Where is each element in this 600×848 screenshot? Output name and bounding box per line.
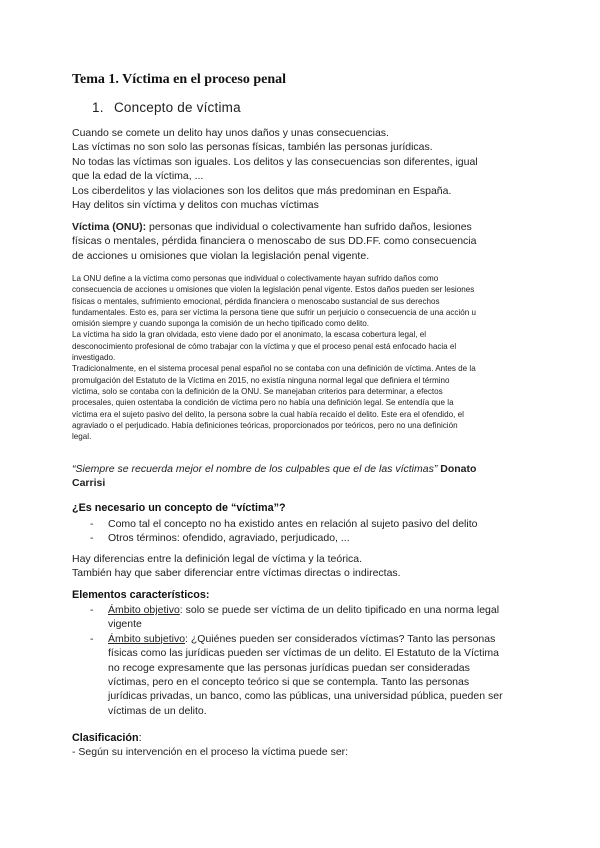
intro-line: Las víctimas no son solo las personas físicas, también las personas jurídicas.: [72, 141, 433, 154]
onu-definition: [72, 220, 532, 263]
small-line: investigado.: [72, 353, 116, 363]
diff-line: También hay que saber diferenciar entre víctimas directas o indirectas.: [72, 567, 401, 580]
intro-line: Hay delitos sin víctima y delitos con muchas víctimas: [72, 199, 319, 212]
small-line: consecuencia de acciones u omisiones que violen la legislación penal vigente. Estos daños pueden ser lesiones: [72, 285, 475, 295]
elementos-list: [72, 603, 532, 718]
onu-line: de acciones u omisiones que violan la legislación penal vigente.: [72, 249, 370, 262]
list-item: - Como tal el concepto no ha existido antes en relación al sujeto pasivo del delito: [90, 518, 478, 530]
intro-paragraph: [72, 126, 532, 212]
onu-line: físicas o mentales, pérdida financiera o menoscabo de sus DD.FF. como consecuencia: [72, 235, 477, 248]
question-list: [72, 517, 532, 546]
clasificacion-section: Clasificación: - Según su intervención en el proceso la víctima puede ser:: [72, 732, 532, 759]
small-line: víctima era el sujeto pasivo del delito, la persona sobre la cual había recaído el delito. Este era el ofendido, el: [72, 409, 464, 419]
small-line: Tradicionalmente, en el sistema procesal penal español no se contaba con una definición de víctima. Antes de la: [72, 364, 476, 374]
clasificacion-heading: Clasificación: [72, 732, 139, 744]
small-line: fundamentales. Esto es, para ser víctima la persona tiene que sufrir un perjuicio o consecuencia de una acción u: [72, 307, 477, 317]
section-number: 1.: [92, 100, 104, 115]
small-line: agraviado o el perjudicado. Había definiciones teóricas, proporcionados por teóricos, pero no una definición: [72, 420, 458, 430]
intro-line: Cuando se comete un delito hay unos daños y unas consecuencias.: [72, 127, 389, 139]
ambito-objetivo-label: Ámbito objetivo: [108, 604, 180, 616]
small-text-block: [72, 273, 542, 442]
small-line: procesales, quien ostentaba la condición de víctima pero no había una definición legal. Se entendía que la: [72, 398, 454, 408]
small-line: omisión siempre y cuando suponga la comisión de un hecho tipificado como delito.: [72, 319, 369, 329]
small-line: promulgación del Estatuto de la Víctima en 2015, no existía ninguna normal legal que definiera el término: [72, 375, 450, 385]
onu-line: personas que individual o colectivamente han sufrido daños, lesiones: [146, 221, 472, 233]
quote-author: Donato: [437, 463, 477, 475]
quote-author-continued: Carrisi: [72, 477, 106, 490]
small-line: La ONU define a la víctima como personas que individual o colectivamente hayan sufrido daños como: [72, 274, 439, 283]
list-item: - Ámbito objetivo: solo se puede ser víctima de un delito tipificado en una norma legal vigente: [90, 604, 500, 631]
intro-line: que la edad de la víctima, ...: [72, 170, 204, 183]
list-item: - Otros términos: ofendido, agraviado, perjudicado, ...: [90, 532, 350, 545]
section-heading: [92, 100, 241, 115]
question-heading: ¿Es necesario un concepto de “víctima”?: [72, 502, 286, 514]
onu-term: Víctima (ONU):: [72, 221, 147, 233]
section-label: Concepto de víctima: [113, 100, 241, 115]
small-line: víctima, solo se contaba con la definición de la ONU. Se manejaban criterios para determinar, a efectos: [72, 386, 443, 396]
list-item: - Ámbito subjetivo: ¿Quiénes pueden ser considerados víctimas? Tanto las personas físicas como las jurídicas pueden ser víctimas de un delito. El Estatuto de la Víctima no recoge expresamente que las personas jurídicas puedan ser consideradas víctimas, pero en el concepto teórico si que se contempla. Tanto las personas jurídicas privadas, un banco, como las públicas, una universidad pública, pueden ser víctimas de un delito.: [90, 632, 503, 717]
small-line: legal.: [72, 432, 92, 442]
page-title: Tema 1. Víctima en el proceso penal: [72, 72, 287, 87]
intro-line: Los ciberdelitos y las violaciones son los delitos que más predominan en España.: [72, 184, 452, 197]
quote-text: “Siempre se recuerda mejor el nombre de los culpables que el de las víctimas”: [72, 463, 438, 475]
small-line: La víctima ha sido la gran olvidada, esto viene dado por el anonimato, la escasa cobertura legal, el: [72, 330, 427, 340]
clasificacion-line: - Según su intervención en el proceso la víctima puede ser:: [72, 746, 349, 758]
elementos-section: [72, 589, 532, 718]
small-line: desconocimiento profesional de cómo trabajar con la víctima y que el proceso penal está enfocado hacia el: [72, 341, 457, 351]
small-line: físicas o mentales, sufrimiento emocional, pérdida financiera o menoscabo sustancial de sus derechos: [72, 296, 440, 306]
diff-line: Hay diferencias entre la definición legal de víctima y la teórica.: [72, 553, 363, 565]
ambito-subjetivo-label: Ámbito subjetivo: [108, 632, 186, 645]
differences-paragraph: [72, 552, 532, 581]
intro-line: No todas las víctimas son iguales. Los delitos y las consecuencias son diferentes, igual: [72, 155, 478, 168]
question-section: [72, 502, 532, 546]
quote-block: [72, 462, 532, 491]
elementos-heading: Elementos característicos:: [72, 589, 210, 601]
